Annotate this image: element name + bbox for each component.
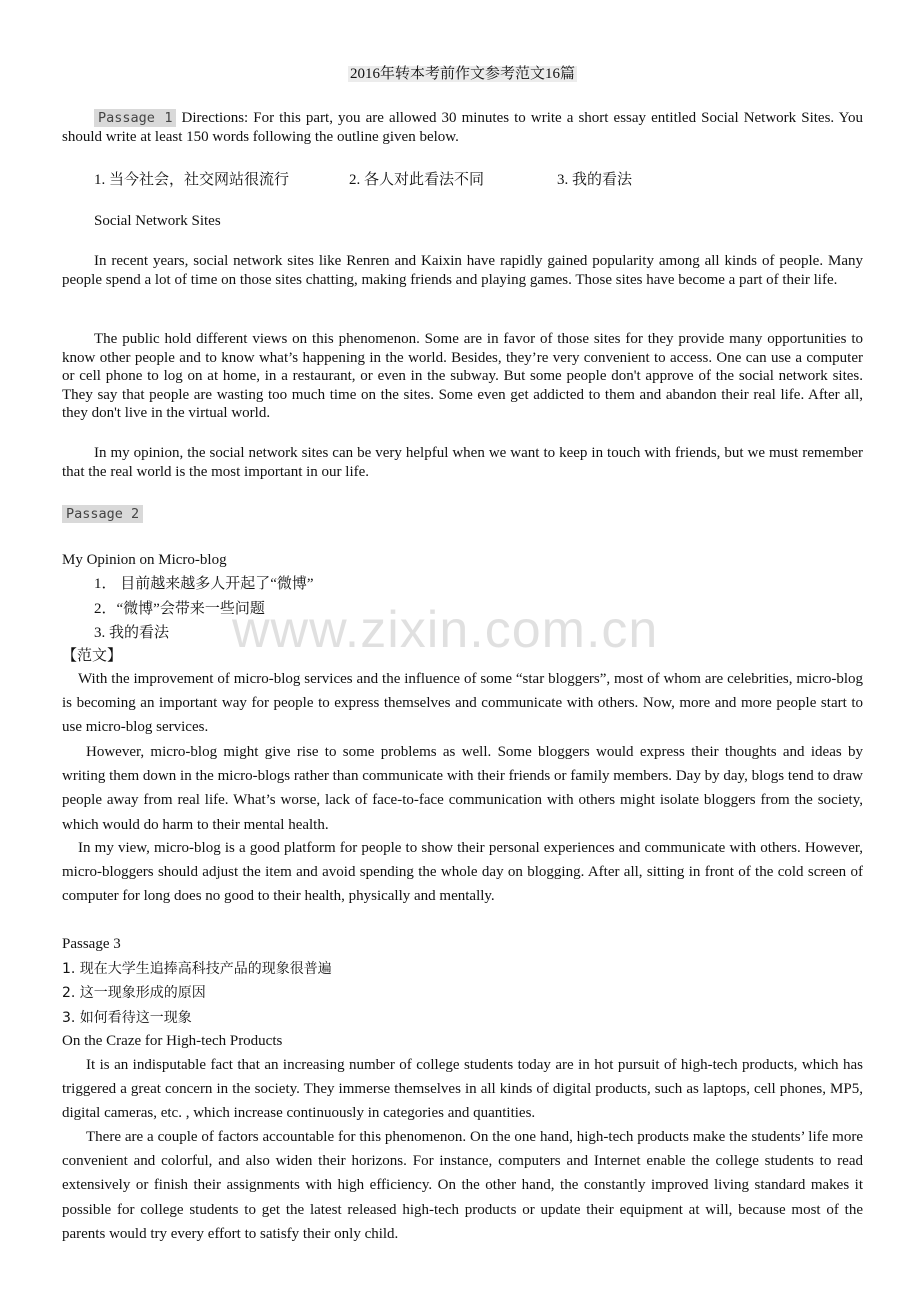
passage3-outline [62,957,863,1030]
passage2-paragraph: However, micro-blog might give rise to some problems as well. Some bloggers would express their thoughts and ideas by writing them down in the micro-blogs rather than communicate with their friends or family members. Day by day, blogs tend to draw people away from real life. What’s worse, lack of face-to-face communication with others might isolate bloggers from the society, which would do harm to their mental health. [62,744,863,833]
passage3-paragraph: There are a couple of factors accountable for this phenomenon. On the one hand, high-tech products make the students’ life more convenient and colorful, and also widen their horizons. For instance, computers and Internet enable the college students to read extensively or finish their assignments with high efficiency. On the other hand, the constantly improved living standard makes it possible for college students to get the latest released high-tech products or update their equipment at will, because most of the parents would try every effort to satisfy their only child. [62,1129,863,1242]
passage1-directions [62,109,863,146]
passage2-paragraph: In my view, micro-blog is a good platform for people to show their personal experiences and communicate with others. However, micro-bloggers should adjust the item and avoid spending the whole day on blogging. After all, sitting in front of the cold screen of computer for long does no good to their health, physically and mentally. [62,840,863,905]
passage1-paragraph: The public hold different views on this phenomenon. Some are in favor of those sites for they provide many opportunities to know other people and to know what’s happening in the world. Besides, they’re very convenient to access. One can use a computer or cell phone to log on at home, in a restaurant, or even in the subway. But some people don't approve of the social network sites. They say that people are wasting too much time on the sites. Some even get addicted to them and abandon their real life. After all, they don't live in the virtual world. [62,331,863,421]
passage2-sample-label: 【范文】 [62,648,123,664]
passage1-paragraph: In recent years, social network sites like Renren and Kaixin have rapidly gained popularity among all kinds of people. Many people spend a lot of time on those sites chatting, making friends and playing games. Those sites have become a part of their life. [62,253,863,288]
passage1-tag: Passage 1 [94,109,176,127]
passage2-outline-item: 1． 目前越来越多人开起了“微博” [94,576,314,592]
passage3-outline-item: 1. 现在大学生追捧高科技产品的现象很普遍 [62,961,332,977]
passage1-outline-item: 2. 各人对此看法不同 [349,172,485,188]
passage2-paragraph: With the improvement of micro-blog services and the influence of some “star bloggers”, most of whom are celebrities, micro-blog is becoming an important way for people to express themselves and communicate with others. Now, more and more people start to use micro-blog services. [62,671,863,736]
title-text: 2016年转本考前作文参考范文16篇 [349,66,575,82]
passage1-paragraph: In my opinion, the social network sites can be very helpful when we want to keep in touch with friends, but we must remember that the real world is the most important in our life. [62,445,863,480]
watermark: www.zixin.com.cn [232,601,659,659]
document-title [62,64,863,84]
passage2-heading [62,505,863,524]
passage3-paragraph: It is an indisputable fact that an increasing number of college students today are in hot pursuit of high-tech products, which has triggered a great concern in the society. They immerse themselves in all kinds of digital products, such as laptops, cell phones, MP5, digital cameras, etc. , which increase continuously in categories and quantities. [62,1057,863,1122]
passage1-essay-title: Social Network Sites [94,213,221,229]
passage1-directions-text: Directions: For this part, you are allowed 30 minutes to write a short essay entitled Social Network Sites. You should write at least 150 words following the outline given below. [62,110,864,145]
passage3-outline-item: 2. 这一现象形成的原因 [62,985,206,1002]
passage3-heading: Passage 3 [62,936,121,952]
passage1-outline [94,170,895,190]
passage3-essay-title: On the Craze for High-tech Products [62,1033,283,1049]
passage2-outline [94,572,895,646]
passage1-outline-item: 1. 当今社会，社交网站很流行 [94,172,290,188]
passage2-tag: Passage 2 [62,505,143,523]
passage1-outline-item: 3. 我的看法 [557,172,633,188]
passage2-essay-title: My Opinion on Micro-blog [62,552,227,568]
passage2-outline-item: 2．“微博”会带来一些问题 [94,600,265,617]
passage2-outline-item: 3. 我的看法 [94,625,170,641]
passage3-outline-item: 3. 如何看待这一现象 [62,1009,192,1026]
